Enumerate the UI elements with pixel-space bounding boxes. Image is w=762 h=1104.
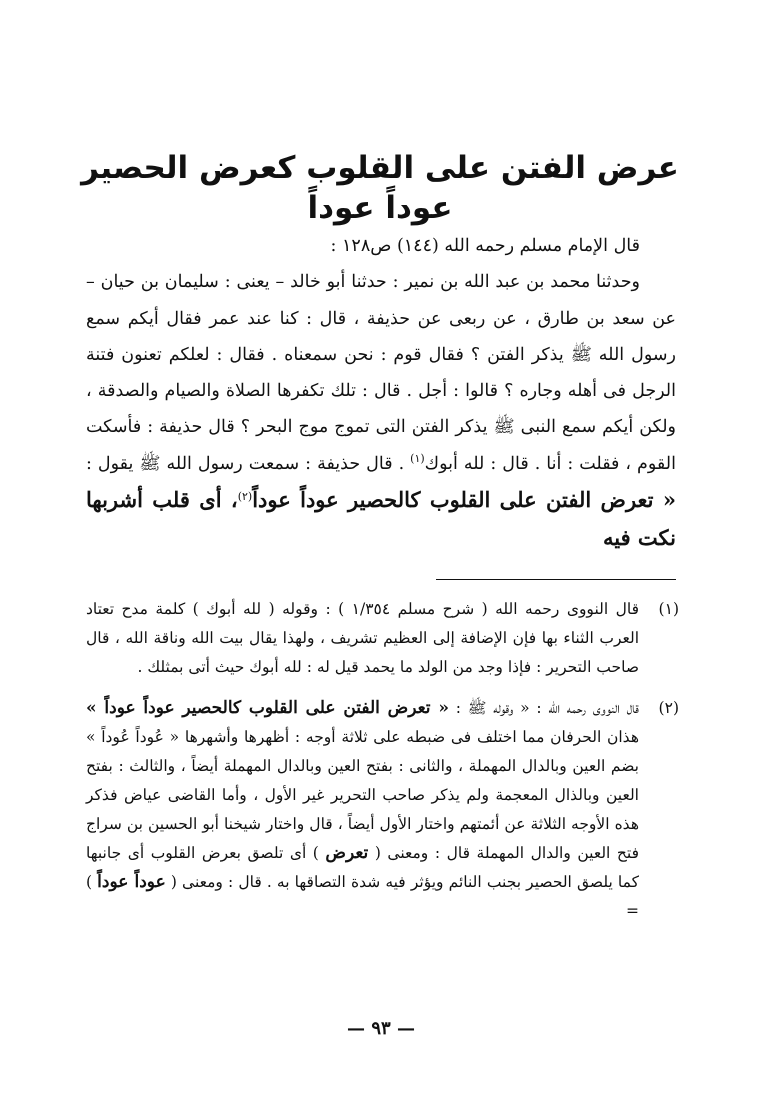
footnote-ref-1[interactable]: (١) <box>410 451 425 465</box>
footnote-bold-term: تعرض <box>325 843 369 863</box>
hadith-text: وحدثنا محمد بن عبد الله بن نمير : حدثنا أبو خالد – يعنى : سليمان بن حيان – عن سعد بن طارق ، عن ربعى عن حذيفة ، قال : كنا عند عمر فقال أيكم سمع رسول الله ﷺ يذكر الفتن ؟ فقال قوم : نحن سمعناه . فقال : لعلكم تعنون فتنة الرجل فى أهله وجاره ؟ قالوا : أجل . قال : تلك تكفرها الصلاة والصيام والصدقة ، ولكن أيكم سمع النبى ﷺ يذكر الفتن التى تموج موج البحر ؟ قال حذيفة : فأسكت القوم ، فقلت : أنا . قال : لله أبوك <box>86 272 676 474</box>
main-text <box>86 228 676 559</box>
hadith-paragraph <box>86 264 676 558</box>
footnote-text <box>86 694 639 926</box>
hadith-quote-end: ، أى قلب أشربها نكت فيه <box>86 487 676 551</box>
footnote-bold-term: عوداً عوداً <box>97 872 166 892</box>
footnote-lead: قال النووى رحمه الله : « وقوله ﷺ : <box>448 699 639 717</box>
footnote-text-part: هذان الحرفان مما اختلف فى ضبطه على ثلاثة أوجه : أظهرها وأشهرها « عُوداً عُوداً » بضم العين وبالدال المهملة ، والثانى : بفتح العين وبالدال المهملة أيضاً ، والثالث : بفتح العين وبالذال المعجمة ولم يذكر صاحب التحرير غير الأول ، وأما القاضى عياض فذكر هذه الأوجه الثلاثة عن أئمتهم واختار الأول أيضاً ، قال واختار شيخنا أبو الحسين بن سراج فتح العين والدال المهملة قال : ومعنى ( <box>86 728 639 862</box>
footnotes <box>86 595 679 938</box>
footnote-bold-quote: « تعرض الفتن على القلوب كالحصير عوداً عوداً » <box>86 698 449 718</box>
footnote-2 <box>86 694 679 926</box>
footnote-text: قال النووى رحمه الله ( شرح مسلم ١/٣٥٤ ) : وقوله ( لله أبوك ) كلمة مدح تعتاد العرب الثناء بها فإن الإضافة إلى العظيم تشريف ، ولهذا يقال بيت الله وناقة الله ، قال صاحب التحرير : فإذا وجد من الولد ما يحمد قيل له : لله أبوك حيث أتى بمثلك . <box>86 600 639 676</box>
page-number: — ٩٣ — <box>347 1018 415 1039</box>
hadith-text-after-ref: . قال حذيفة : سمعت رسول الله ﷺ يقول : <box>86 453 411 474</box>
hadith-quote: « تعرض الفتن على القلوب كالحصير عوداً عوداً <box>252 487 676 513</box>
footnote-number: (١) <box>658 600 679 618</box>
footnote-divider <box>436 579 676 580</box>
intro-line: قال الإمام مسلم رحمه الله (١٤٤) ص١٢٨ : <box>330 236 640 256</box>
footnote-number: (٢) <box>658 699 679 717</box>
footnote-text-part: ) = <box>86 873 639 920</box>
footnote-ref-2[interactable]: (٢) <box>237 490 253 504</box>
footnote-text-part: ) أى تلصق بعرض القلوب أى جانبها كما يلصق الحصير بجنب النائم ويؤثر فيه شدة التصاقها به . قال : ومعنى ( <box>86 844 639 891</box>
footnote-1 <box>86 595 679 682</box>
chapter-title: عرض الفتن على القلوب كعرض الحصير عوداً عوداً <box>81 150 679 226</box>
